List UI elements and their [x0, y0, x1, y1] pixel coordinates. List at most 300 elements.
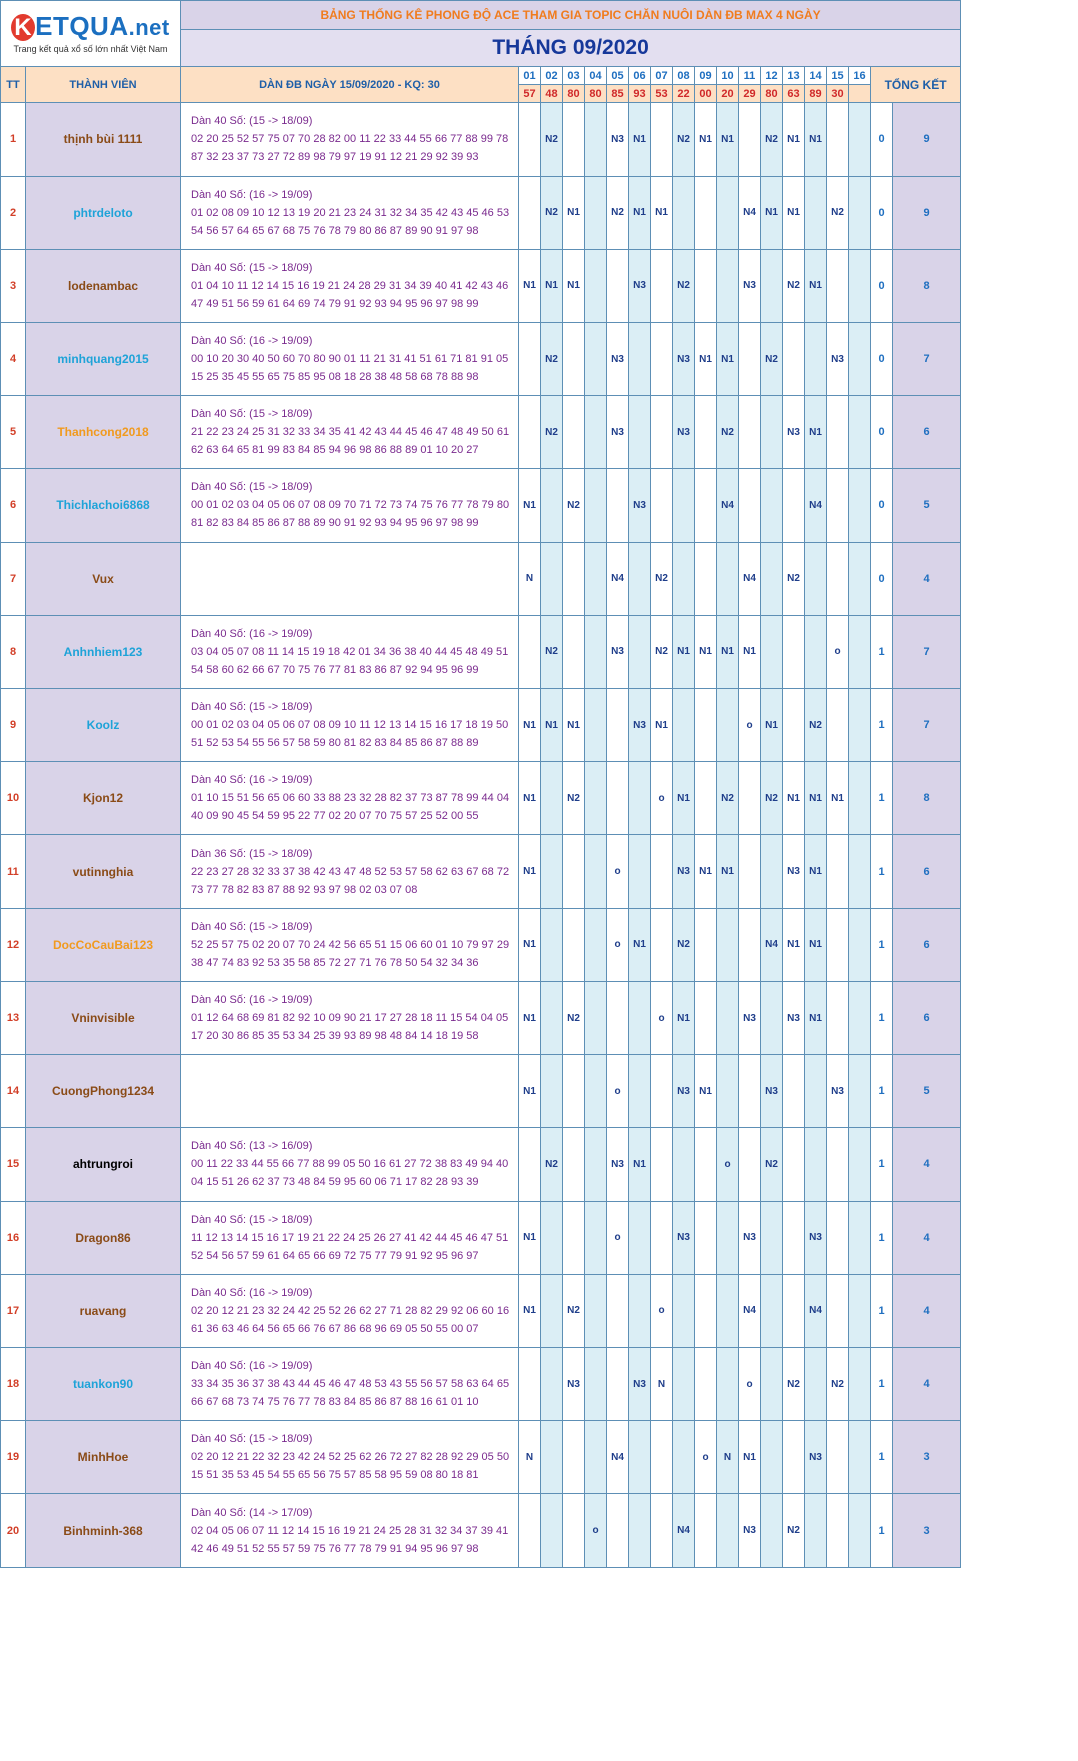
day-cell	[739, 103, 761, 176]
day-cell: N3	[783, 396, 805, 469]
day-cell: N1	[673, 981, 695, 1054]
day-cell: o	[739, 689, 761, 762]
summary-total: 4	[893, 1348, 961, 1421]
dan-line1: Dàn 40 Số: (16 -> 19/09)	[191, 774, 313, 787]
day-cell	[761, 1348, 783, 1421]
day-cell	[585, 249, 607, 322]
day-cell: N2	[541, 396, 563, 469]
day-cell: N1	[805, 249, 827, 322]
day-cell	[717, 689, 739, 762]
summary-total: 9	[893, 103, 961, 176]
day-cell	[849, 396, 871, 469]
dan-line1: Dàn 36 Số: (15 -> 18/09)	[191, 847, 313, 860]
dan-line2: 00 01 02 03 04 05 06 07 08 09 10 11 12 13 14 15 16 17 18 19 50	[191, 719, 509, 732]
day-cell	[717, 908, 739, 981]
day-cell	[651, 835, 673, 908]
day-cell	[651, 469, 673, 542]
day-cell	[585, 762, 607, 835]
day-header: 09	[695, 67, 717, 85]
day-cell	[629, 835, 651, 908]
day-cell	[783, 1055, 805, 1128]
day-cell: N1	[519, 1055, 541, 1128]
member-dan	[181, 103, 519, 176]
day-cell	[585, 981, 607, 1054]
day-result: 85	[607, 85, 629, 103]
row-index: 14	[1, 1055, 26, 1128]
dan-line3: 66 67 68 73 74 75 76 77 78 83 84 85 86 87 88 16 61 01 10	[191, 1396, 479, 1409]
summary-total: 4	[893, 1201, 961, 1274]
dan-line3: 40 09 90 45 54 59 95 22 77 02 20 07 70 75 57 25 52 00 55	[191, 810, 479, 823]
day-cell: N1	[805, 103, 827, 176]
day-cell	[673, 176, 695, 249]
member-dan	[181, 908, 519, 981]
day-cell: N4	[673, 1494, 695, 1568]
day-cell: N1	[519, 689, 541, 762]
day-result: 29	[739, 85, 761, 103]
day-cell	[695, 249, 717, 322]
day-cell	[541, 1348, 563, 1421]
day-cell: N4	[607, 1421, 629, 1494]
dan-line2: 02 20 12 21 22 32 23 42 24 52 25 62 26 72 27 82 28 92 29 05 50	[191, 1451, 510, 1464]
day-cell	[739, 762, 761, 835]
day-cell	[629, 396, 651, 469]
member-dan	[181, 762, 519, 835]
member-name: Kjon12	[26, 762, 181, 835]
day-cell	[651, 249, 673, 322]
day-cell	[761, 469, 783, 542]
summary-total: 6	[893, 981, 961, 1054]
day-cell	[827, 1201, 849, 1274]
day-cell	[717, 1494, 739, 1568]
day-cell	[849, 249, 871, 322]
day-cell: N1	[717, 615, 739, 688]
day-cell	[695, 1494, 717, 1568]
day-cell: N4	[805, 1274, 827, 1347]
day-cell	[849, 1348, 871, 1421]
day-cell: N3	[739, 1201, 761, 1274]
day-cell: N3	[783, 981, 805, 1054]
day-cell	[607, 249, 629, 322]
summary-first: 0	[871, 103, 893, 176]
day-cell	[805, 615, 827, 688]
summary-first: 0	[871, 396, 893, 469]
dan-line3: 47 49 51 56 59 61 64 69 74 79 91 92 93 94 95 96 97 98 99	[191, 297, 479, 310]
day-cell	[783, 1274, 805, 1347]
day-cell	[651, 1055, 673, 1128]
day-cell	[585, 176, 607, 249]
table-row	[1, 103, 961, 176]
day-cell	[695, 762, 717, 835]
day-cell: N2	[717, 396, 739, 469]
day-cell	[827, 908, 849, 981]
day-cell	[849, 1201, 871, 1274]
summary-total: 8	[893, 762, 961, 835]
table-row	[1, 1348, 961, 1421]
day-cell: o	[607, 835, 629, 908]
day-cell: N3	[607, 1128, 629, 1201]
dan-line2: 21 22 23 24 25 31 32 33 34 35 41 42 43 44 45 46 47 48 49 50 61	[191, 426, 510, 439]
dan-line1: Dàn 40 Số: (16 -> 19/09)	[191, 994, 313, 1007]
row-index: 15	[1, 1128, 26, 1201]
member-name: DocCoCauBai123	[26, 908, 181, 981]
summary-total: 6	[893, 396, 961, 469]
day-cell	[541, 469, 563, 542]
day-cell	[849, 1421, 871, 1494]
day-cell: N1	[827, 762, 849, 835]
day-cell: N2	[717, 762, 739, 835]
day-cell: N1	[805, 835, 827, 908]
day-cell	[695, 469, 717, 542]
summary-total: 4	[893, 1274, 961, 1347]
day-cell	[827, 835, 849, 908]
day-cell: N1	[761, 689, 783, 762]
day-cell: N2	[783, 249, 805, 322]
day-cell	[783, 1128, 805, 1201]
summary-first: 1	[871, 1128, 893, 1201]
day-cell: N3	[739, 249, 761, 322]
summary-total: 4	[893, 542, 961, 615]
row-index: 2	[1, 176, 26, 249]
summary-first: 1	[871, 835, 893, 908]
member-dan	[181, 689, 519, 762]
day-cell: o	[585, 1494, 607, 1568]
day-cell: o	[607, 1055, 629, 1128]
day-header: 16	[849, 67, 871, 85]
summary-first: 1	[871, 689, 893, 762]
day-cell	[519, 103, 541, 176]
day-cell: N3	[739, 1494, 761, 1568]
day-cell: o	[827, 615, 849, 688]
day-cell: N2	[783, 1494, 805, 1568]
row-index: 16	[1, 1201, 26, 1274]
summary-total: 5	[893, 469, 961, 542]
member-name: minhquang2015	[26, 322, 181, 395]
member-name: CuongPhong1234	[26, 1055, 181, 1128]
table-row	[1, 1055, 961, 1128]
day-cell	[585, 1348, 607, 1421]
day-cell	[695, 1348, 717, 1421]
header-dan: DÀN ĐB NGÀY 15/09/2020 - KQ: 30	[181, 67, 519, 103]
dan-line1: Dàn 40 Số: (15 -> 18/09)	[191, 408, 313, 421]
day-cell	[673, 689, 695, 762]
day-cell	[695, 1201, 717, 1274]
day-cell	[563, 322, 585, 395]
summary-total: 8	[893, 249, 961, 322]
day-cell	[629, 1421, 651, 1494]
dan-line1: Dàn 40 Số: (15 -> 18/09)	[191, 701, 313, 714]
day-cell	[673, 542, 695, 615]
table-row	[1, 908, 961, 981]
day-cell	[805, 322, 827, 395]
day-cell	[849, 981, 871, 1054]
summary-first: 1	[871, 1494, 893, 1568]
day-cell	[673, 1128, 695, 1201]
day-cell: N3	[761, 1055, 783, 1128]
day-cell: N1	[739, 1421, 761, 1494]
day-cell	[563, 396, 585, 469]
day-cell	[827, 249, 849, 322]
dan-line1: Dàn 40 Số: (14 -> 17/09)	[191, 1506, 313, 1519]
day-cell: N1	[629, 176, 651, 249]
day-cell: N	[519, 542, 541, 615]
day-cell	[849, 689, 871, 762]
dan-line1: Dàn 40 Số: (15 -> 18/09)	[191, 115, 313, 128]
summary-total: 9	[893, 176, 961, 249]
member-dan	[181, 1421, 519, 1494]
day-cell	[585, 908, 607, 981]
day-cell: o	[607, 1201, 629, 1274]
day-cell: N1	[673, 615, 695, 688]
day-cell	[739, 908, 761, 981]
dan-line1: Dàn 40 Số: (15 -> 18/09)	[191, 920, 313, 933]
day-cell	[563, 1201, 585, 1274]
day-cell	[761, 396, 783, 469]
day-cell	[585, 322, 607, 395]
day-cell	[849, 103, 871, 176]
day-cell	[541, 542, 563, 615]
day-header: 06	[629, 67, 651, 85]
day-cell: N1	[519, 981, 541, 1054]
summary-total: 6	[893, 908, 961, 981]
day-cell: N1	[695, 322, 717, 395]
header-member: THÀNH VIÊN	[26, 67, 181, 103]
row-index: 8	[1, 615, 26, 688]
day-cell	[827, 1274, 849, 1347]
summary-first: 1	[871, 1421, 893, 1494]
day-cell: N2	[673, 103, 695, 176]
day-cell: N3	[673, 322, 695, 395]
day-cell	[629, 1494, 651, 1568]
day-cell	[805, 176, 827, 249]
member-dan	[181, 1055, 519, 1128]
day-cell	[783, 469, 805, 542]
member-dan	[181, 835, 519, 908]
day-cell	[607, 1348, 629, 1421]
day-cell	[717, 542, 739, 615]
day-header: 13	[783, 67, 805, 85]
day-cell: o	[651, 1274, 673, 1347]
day-cell: N3	[673, 1055, 695, 1128]
day-cell	[849, 1055, 871, 1128]
dan-line2: 33 34 35 36 37 38 43 44 45 46 47 48 53 43 55 56 57 58 63 64 65	[191, 1378, 510, 1391]
row-index: 13	[1, 981, 26, 1054]
day-cell: N1	[695, 835, 717, 908]
member-dan	[181, 1201, 519, 1274]
day-cell	[827, 542, 849, 615]
row-index: 20	[1, 1494, 26, 1568]
day-cell: N	[717, 1421, 739, 1494]
dan-line2: 01 10 15 51 56 65 06 60 33 88 23 32 28 82 37 73 87 78 99 44 04	[191, 792, 510, 805]
day-cell	[695, 981, 717, 1054]
day-cell	[629, 981, 651, 1054]
day-cell: N2	[827, 176, 849, 249]
day-cell	[673, 469, 695, 542]
day-cell	[695, 1274, 717, 1347]
day-cell: N2	[541, 176, 563, 249]
day-cell: N2	[651, 542, 673, 615]
day-cell: N1	[739, 615, 761, 688]
summary-first: 1	[871, 908, 893, 981]
day-header: 08	[673, 67, 695, 85]
dan-line2: 00 11 22 33 44 55 66 77 88 99 05 50 16 61 27 72 38 83 49 94 40	[191, 1158, 509, 1171]
header-tt: TT	[1, 67, 26, 103]
day-cell	[827, 981, 849, 1054]
day-cell	[849, 762, 871, 835]
day-result: 53	[651, 85, 673, 103]
summary-total: 5	[893, 1055, 961, 1128]
day-cell: N1	[651, 689, 673, 762]
dan-line3: 54 58 60 62 66 67 70 75 76 77 81 83 86 87 92 94 95 96 99	[191, 663, 479, 676]
dan-line2: 22 23 27 28 32 33 37 38 42 43 47 48 52 53 57 58 62 63 67 68 72	[191, 865, 510, 878]
day-cell: N1	[563, 689, 585, 762]
day-result: 22	[673, 85, 695, 103]
day-cell: N4	[805, 469, 827, 542]
table-row	[1, 689, 961, 762]
day-cell	[585, 615, 607, 688]
day-cell: N1	[629, 1128, 651, 1201]
day-cell	[761, 249, 783, 322]
day-cell	[651, 1421, 673, 1494]
row-index: 11	[1, 835, 26, 908]
day-cell	[739, 469, 761, 542]
day-cell: N4	[761, 908, 783, 981]
day-cell	[629, 322, 651, 395]
day-cell	[849, 615, 871, 688]
dan-line3: 15 25 35 45 55 65 75 85 95 08 18 28 38 48 58 68 78 88 98	[191, 371, 479, 384]
day-cell	[585, 103, 607, 176]
day-cell: N3	[629, 689, 651, 762]
day-cell: o	[651, 762, 673, 835]
dan-line1: Dàn 40 Số: (16 -> 19/09)	[191, 335, 313, 348]
summary-total: 3	[893, 1494, 961, 1568]
day-cell	[695, 689, 717, 762]
day-cell: N4	[607, 542, 629, 615]
day-cell: N1	[629, 103, 651, 176]
day-cell	[563, 103, 585, 176]
member-name: vutinnghia	[26, 835, 181, 908]
day-cell	[519, 322, 541, 395]
day-cell	[805, 542, 827, 615]
day-cell	[849, 1494, 871, 1568]
dan-line1: Dàn 40 Số: (15 -> 18/09)	[191, 1433, 313, 1446]
member-dan	[181, 396, 519, 469]
day-cell: N3	[607, 322, 629, 395]
day-cell	[541, 1055, 563, 1128]
day-cell: N3	[629, 249, 651, 322]
day-cell	[563, 1494, 585, 1568]
day-cell: N1	[717, 835, 739, 908]
day-cell	[761, 981, 783, 1054]
dan-line3: 54 56 57 64 65 67 68 75 76 78 79 80 86 87 89 90 91 97 98	[191, 224, 479, 237]
day-cell: N3	[673, 396, 695, 469]
member-dan	[181, 1348, 519, 1421]
day-cell: N1	[541, 249, 563, 322]
day-header: 03	[563, 67, 585, 85]
dan-line3: 17 20 30 86 85 35 53 34 25 39 93 89 98 48 84 14 18 19 58	[191, 1030, 479, 1043]
day-cell	[739, 1055, 761, 1128]
day-cell: N3	[607, 396, 629, 469]
day-header: 14	[805, 67, 827, 85]
summary-first: 1	[871, 981, 893, 1054]
dan-line3: 73 77 78 82 83 87 88 92 93 97 98 02 03 07 08	[191, 883, 418, 896]
member-name: Koolz	[26, 689, 181, 762]
summary-first: 1	[871, 1201, 893, 1274]
row-index: 18	[1, 1348, 26, 1421]
day-cell: o	[695, 1421, 717, 1494]
day-header: 12	[761, 67, 783, 85]
day-cell	[673, 1421, 695, 1494]
day-cell	[541, 1274, 563, 1347]
member-name: thịnh bùi 1111	[26, 103, 181, 176]
day-cell	[651, 103, 673, 176]
dan-line3: 15 51 35 53 45 54 55 65 56 75 57 85 58 95 59 08 80 18 81	[191, 1469, 479, 1482]
day-cell	[827, 1128, 849, 1201]
day-cell	[607, 762, 629, 835]
day-cell	[563, 908, 585, 981]
day-cell	[651, 1494, 673, 1568]
day-cell	[827, 1494, 849, 1568]
day-cell	[607, 1274, 629, 1347]
day-cell: N1	[519, 469, 541, 542]
table-row	[1, 1274, 961, 1347]
day-cell: N1	[563, 176, 585, 249]
day-cell	[563, 835, 585, 908]
day-cell	[585, 689, 607, 762]
day-cell	[629, 1274, 651, 1347]
day-cell	[783, 615, 805, 688]
member-dan	[181, 1274, 519, 1347]
day-cell: N2	[673, 249, 695, 322]
member-name: Thanhcong2018	[26, 396, 181, 469]
day-cell	[585, 542, 607, 615]
day-cell	[849, 322, 871, 395]
dan-line2: 02 20 12 21 23 32 24 42 25 52 26 62 27 71 28 82 29 92 06 60 16	[191, 1304, 510, 1317]
day-cell: N1	[651, 176, 673, 249]
day-cell	[783, 689, 805, 762]
day-cell	[607, 981, 629, 1054]
day-cell: N	[651, 1348, 673, 1421]
day-cell: N1	[783, 908, 805, 981]
dan-line1: Dàn 40 Số: (15 -> 18/09)	[191, 261, 313, 274]
member-dan	[181, 981, 519, 1054]
day-cell: N4	[717, 469, 739, 542]
day-cell: N2	[761, 762, 783, 835]
table-row	[1, 615, 961, 688]
day-cell: N2	[761, 1128, 783, 1201]
day-cell: N3	[739, 981, 761, 1054]
dan-line2: 01 12 64 68 69 81 82 92 10 09 90 21 17 27 28 18 11 15 54 04 05	[191, 1012, 509, 1025]
day-cell	[761, 1494, 783, 1568]
dan-line1: Dàn 40 Số: (16 -> 19/09)	[191, 627, 313, 640]
day-cell: N3	[563, 1348, 585, 1421]
dan-line3: 04 15 51 26 62 37 73 48 84 59 95 60 06 71 17 82 28 93 39	[191, 1176, 479, 1189]
day-cell	[541, 835, 563, 908]
day-cell	[849, 1128, 871, 1201]
dan-line1: Dàn 40 Số: (15 -> 18/09)	[191, 481, 313, 494]
day-header: 02	[541, 67, 563, 85]
day-result: 89	[805, 85, 827, 103]
dan-line2: 11 12 13 14 15 16 17 19 21 22 24 25 26 27 41 42 44 45 46 47 51	[191, 1231, 509, 1244]
summary-total: 7	[893, 615, 961, 688]
month-title: THÁNG 09/2020	[181, 30, 961, 67]
dan-line3: 52 54 56 57 59 61 64 65 66 69 72 75 77 79 91 92 95 96 97	[191, 1249, 479, 1262]
day-cell: N2	[827, 1348, 849, 1421]
dan-line3: 61 36 63 46 64 56 65 66 76 67 86 68 96 69 05 50 55 00 07	[191, 1322, 479, 1335]
day-cell	[761, 1201, 783, 1274]
day-cell: N1	[695, 615, 717, 688]
day-cell: N3	[805, 1421, 827, 1494]
day-cell	[761, 835, 783, 908]
